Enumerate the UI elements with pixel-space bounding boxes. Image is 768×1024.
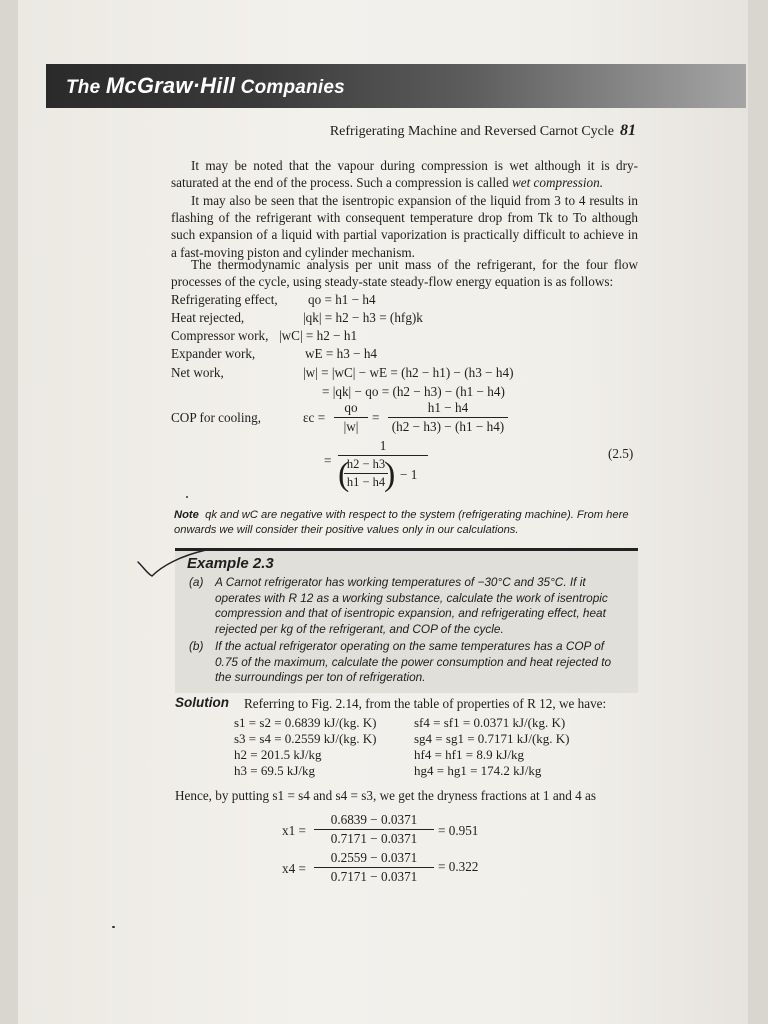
cop-fraction-2: h1 − h4 (h2 − h3) − (h1 − h4): [388, 400, 508, 435]
example-part-a: (a) A Carnot refrigerator has working temperatures of −30°C and 35°C. If it operates with R 12 as a working substance, calculate the work of isentropic compression and that of isentropic expansion, and refrigerating effect, heat rejected per kg of the refrigerant, and COP of the cycle.: [189, 575, 608, 636]
page-speck: [112, 926, 115, 928]
cop-inner-fraction: h2 − h3 h1 − h4: [344, 457, 388, 490]
example-part-b: (b) If the actual refrigerator operating on the same temperatures has a COP of 0.75 of the maximum, calculate the power consumption and heat rejected to the surroundings per ton of refrigeration.: [189, 639, 612, 685]
x1-lhs: x1 =: [282, 823, 306, 838]
refrig-effect-eq: qo = h1 − h4: [308, 292, 376, 307]
equals-sign-2: =: [324, 453, 332, 468]
prop-right-3: hf4 = hf1 = 8.9 kJ/kg: [414, 747, 524, 762]
solution-intro: Referring to Fig. 2.14, from the table of properties of R 12, we have:: [244, 696, 607, 711]
x1-value: = 0.951: [438, 823, 479, 838]
prop-left-2: s3 = s4 = 0.2559 kJ/(kg. K): [234, 731, 377, 746]
paragraph-1: It may be noted that the vapour during compression is wet although it is dry-saturated at the end of the process. Such a compression is called wet compression.: [171, 158, 638, 191]
x4-lhs: x4 =: [282, 861, 306, 876]
equation-number: (2.5): [608, 446, 634, 461]
solution-hence: Hence, by putting s1 = s4 and s4 = s3, we get the dryness fractions at 1 and 4 as: [175, 788, 597, 803]
net-work-label: Net work,: [171, 365, 224, 380]
solution-label: Solution: [175, 695, 229, 710]
refrig-effect-label: Refrigerating effect,: [171, 292, 278, 307]
paragraph-2: It may also be seen that the isentropic expansion of the liquid from 3 to 4 results in flashing of the refrigerant with consequent temperature drop from Tk to To although such expansion of a liquid with partial vaporization is practically difficult to achieve in a fast-moving piston and cylinder mechanism.: [171, 193, 638, 260]
compressor-work-label: Compressor work,: [171, 328, 269, 343]
running-title: Refrigerating Machine and Reversed Carnot Cycle: [329, 124, 614, 139]
cop-lhs: εc =: [303, 410, 326, 425]
equals-sign: =: [372, 410, 380, 425]
expander-work-label: Expander work,: [171, 346, 256, 361]
prop-right-1: sf4 = sf1 = 0.0371 kJ/(kg. K): [414, 715, 566, 730]
note: [174, 508, 639, 538]
prop-right-4: hg4 = hg1 = 174.2 kJ/kg: [414, 763, 542, 778]
prop-left-1: s1 = s2 = 0.6839 kJ/(kg. K): [234, 715, 377, 730]
note-text: qk and wC are negative with respect to the system (refrigerating machine). From here onwards we will consider their positive values only in our calculations.: [174, 509, 629, 536]
x4-fraction: 0.2559 − 0.0371 0.7171 − 0.0371: [314, 850, 434, 885]
handwritten-check-icon: [136, 548, 208, 586]
example-title: Example 2.3: [187, 555, 274, 572]
x4-value: = 0.322: [438, 859, 479, 874]
cop-fraction-1: qo |w|: [334, 400, 368, 435]
paragraph-3: The thermodynamic analysis per unit mass of the refrigerant, for the four flow processes of the cycle, using steady-state steady-flow energy equation is as follows:: [171, 257, 638, 290]
publisher-logo: The McGraw·Hill Companies: [66, 73, 345, 98]
prop-left-3: h2 = 201.5 kJ/kg: [234, 747, 322, 762]
book-page: [18, 0, 748, 1024]
cop-fraction-3: 1 h2 − h3 h1 − h4 ( ) − 1: [338, 438, 428, 497]
example-box: [175, 548, 638, 693]
compressor-work-eq: |wC| = h2 − h1: [279, 328, 358, 343]
prop-right-2: sg4 = sg1 = 0.7171 kJ/(kg. K): [414, 731, 570, 746]
running-head: [218, 122, 636, 140]
prop-left-4: h3 = 69.5 kJ/kg: [234, 763, 316, 778]
net-work-eq-1: |w| = |wC| − wE = (h2 − h1) − (h3 − h4): [303, 365, 514, 380]
heat-rejected-label: Heat rejected,: [171, 310, 245, 325]
cop-label: COP for cooling,: [171, 410, 261, 425]
net-work-eq-2: = |qk| − qo = (h2 − h3) − (h1 − h4): [322, 384, 505, 399]
publisher-banner: [46, 64, 746, 108]
expander-work-eq: wE = h3 − h4: [305, 346, 378, 361]
page-number: 81: [620, 122, 636, 139]
x1-fraction: 0.6839 − 0.0371 0.7171 − 0.0371: [314, 812, 434, 847]
note-label: Note: [174, 509, 199, 521]
heat-rejected-eq: |qk| = h2 − h3 = (hfg)k: [303, 310, 423, 325]
page-speck: [186, 496, 188, 498]
